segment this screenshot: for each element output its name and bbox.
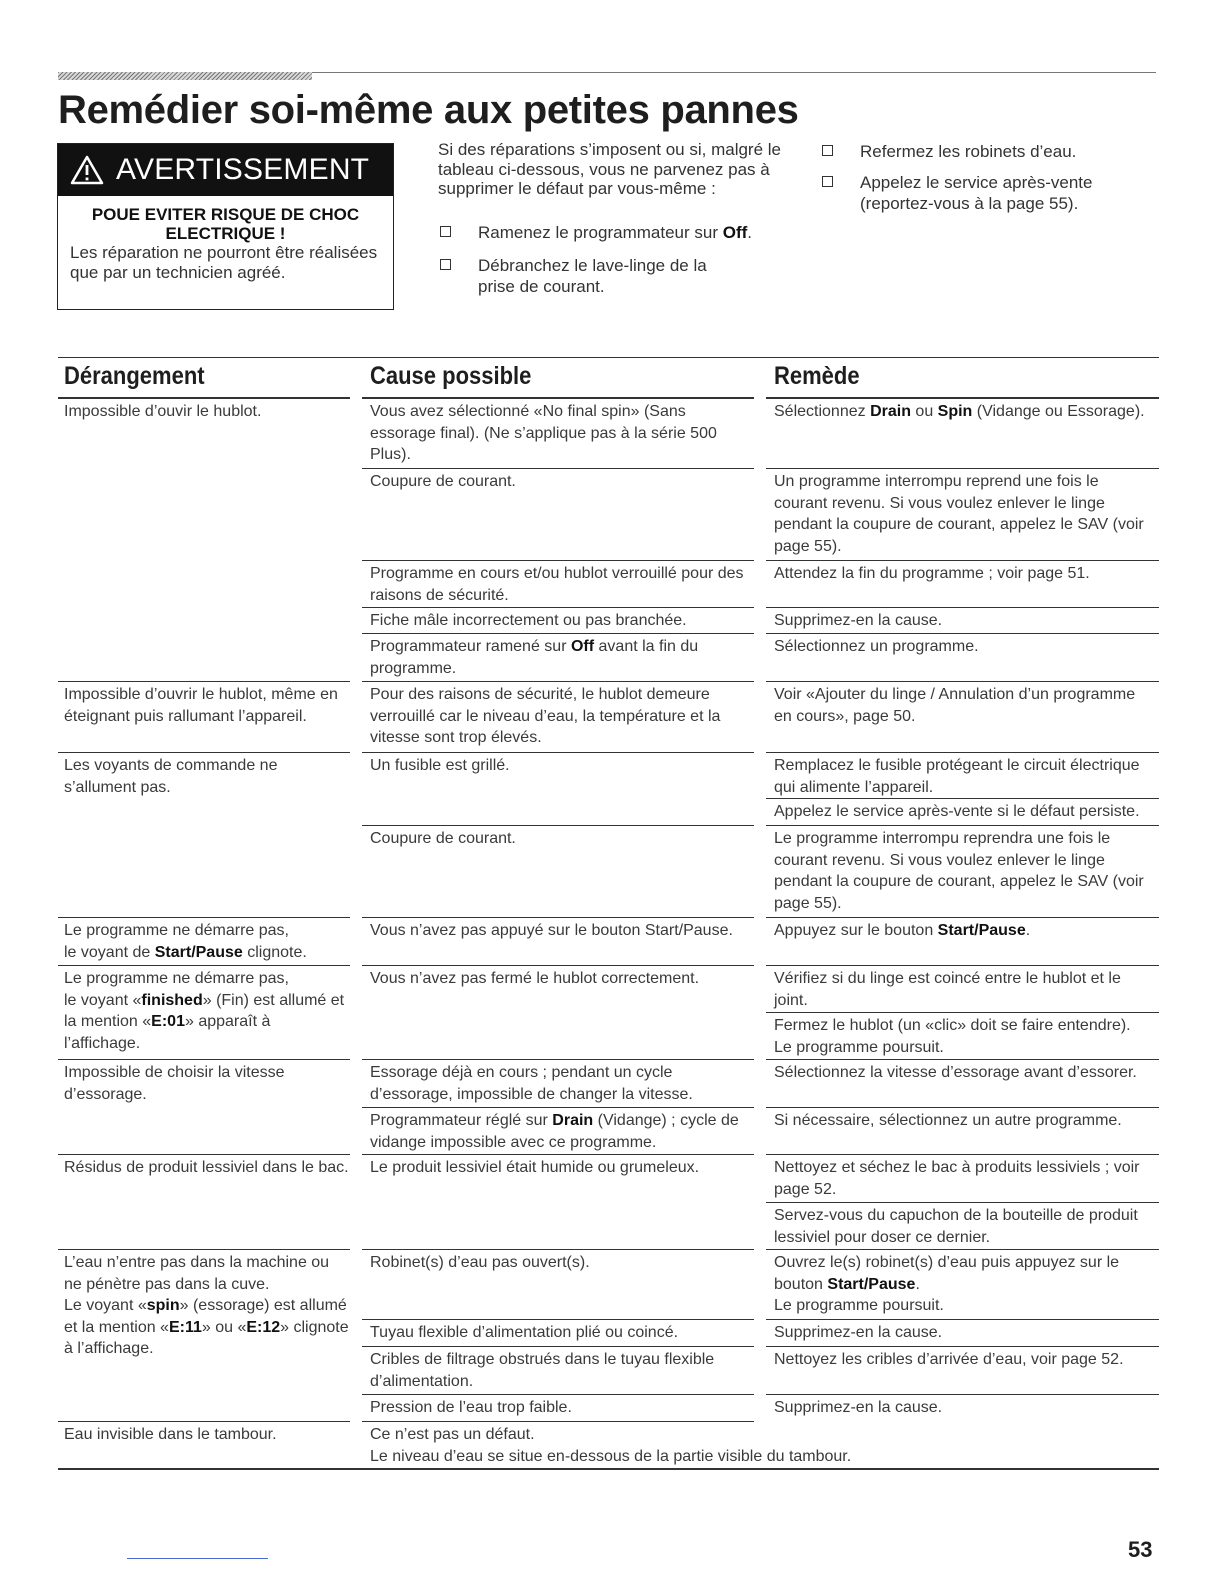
warning-heading-line2: ELECTRIQUE ! — [165, 224, 286, 243]
cause-cell: Vous n’avez pas appuyé sur le bouton Start/Pause. — [370, 922, 733, 939]
column-header-fault: Dérangement — [64, 362, 205, 390]
column-header-cause: Cause possible — [370, 362, 532, 390]
row-rule — [362, 1154, 754, 1155]
remedy-cell: Nettoyez les cribles d’arrivée d’eau, voir page 52. — [774, 1351, 1124, 1368]
row-rule — [362, 681, 754, 682]
remedy-cell: Ouvrez le(s) robinet(s) d’eau puis appuyez sur le bouton Start/Pause. Le programme poursuit. — [774, 1254, 1120, 1314]
cause-cell: Ce n’est pas un défaut. Le niveau d’eau se situe en-dessous de la partie visible du tambour. — [370, 1426, 852, 1465]
fault-cell: Eau invisible dans le tambour. — [64, 1426, 277, 1443]
cause-cell: Pression de l’eau trop faible. — [370, 1399, 572, 1416]
remedy-cell: Appuyez sur le bouton Start/Pause. — [774, 922, 1031, 939]
checkbox-icon — [822, 176, 833, 187]
steps-column-right — [820, 141, 1120, 224]
row-rule — [362, 825, 754, 826]
row-rule — [766, 1012, 1159, 1013]
cause-cell: Tuyau flexible d’alimentation plié ou coincé. — [370, 1324, 679, 1341]
step-bold: Off — [722, 223, 748, 242]
row-rule — [766, 1107, 1159, 1108]
cause-cell: Essorage déjà en cours ; pendant un cycle d’essorage, impossible de changer la vitesse. — [370, 1064, 693, 1103]
steps-column-left — [438, 222, 758, 307]
cause-cell: Vous n’avez pas fermé le hublot correctement. — [370, 970, 700, 987]
row-rule — [766, 1394, 1159, 1395]
remedy-cell: Si nécessaire, sélectionnez un autre programme. — [774, 1112, 1122, 1129]
row-rule — [58, 752, 350, 753]
table-top-rule — [58, 357, 1159, 358]
cause-cell: Robinet(s) d’eau pas ouvert(s). — [370, 1254, 590, 1271]
row-rule — [362, 1346, 754, 1347]
remedy-cell: Attendez la fin du programme ; voir page 51. — [774, 565, 1090, 582]
fault-cell: L’eau n’entre pas dans la machine ou ne pénètre pas dans la cuve. Le voyant «spin» (essorage) est allumé et la mention «E:11» ou «E:12» clignote à l’affichage. — [64, 1254, 349, 1357]
row-rule — [362, 633, 754, 634]
step-text: Ramenez le programmateur sur — [478, 223, 723, 242]
row-rule — [766, 752, 1159, 753]
fault-cell: Impossible d’ouvir le hublot. — [64, 403, 262, 420]
warning-heading — [58, 205, 393, 243]
cause-cell: Le produit lessiviel était humide ou grumeleux. — [370, 1159, 700, 1176]
remedy-cell: Voir «Ajouter du linge / Annulation d’un programme en cours», page 50. — [774, 686, 1136, 725]
scan-artifact-line — [127, 1558, 268, 1559]
cause-cell: Pour des raisons de sécurité, le hublot demeure verrouillé car le niveau d’eau, la température et la vitesse sont trop élevés. — [370, 686, 721, 746]
row-rule — [766, 681, 1159, 682]
row-rule — [766, 917, 1159, 918]
header-rule — [58, 397, 350, 399]
row-rule — [362, 607, 754, 608]
row-rule — [766, 1319, 1159, 1320]
checkbox-icon — [440, 259, 451, 270]
row-rule — [766, 1059, 1159, 1060]
row-rule — [766, 633, 1159, 634]
table-bottom-rule — [58, 1468, 1159, 1470]
page-number: 53 — [1128, 1537, 1153, 1562]
row-rule — [362, 1059, 754, 1060]
cause-cell: Fiche mâle incorrectement ou pas branchée. — [370, 612, 687, 629]
step-text: Refermez les robinets d’eau. — [860, 142, 1077, 161]
row-rule — [766, 560, 1159, 561]
fault-cell: Le programme ne démarre pas, le voyant de Start/Pause clignote. — [64, 922, 307, 961]
row-rule — [362, 1421, 754, 1422]
fault-cell: Impossible d’ouvrir le hublot, même en éteignant puis rallumant l’appareil. — [64, 686, 338, 725]
intro-text: Si des réparations s’imposent ou si, malgré le tableau ci-dessous, vous ne parvenez pas à supprimer le défaut par vous-même : — [438, 140, 781, 198]
row-rule — [362, 917, 754, 918]
header-rule — [766, 397, 1159, 399]
step-text-end: . — [747, 223, 752, 242]
step-text: Appelez le service après-vente (reportez-vous à la page 55). — [860, 173, 1093, 213]
row-rule — [766, 468, 1159, 469]
cause-cell: Programmateur ramené sur Off avant la fin du programme. — [370, 638, 699, 677]
fault-cell: Le programme ne démarre pas, le voyant «finished» (Fin) est allumé et la mention «E:01» apparaît à l’affichage. — [64, 970, 345, 1052]
checkbox-icon — [822, 145, 833, 156]
step-item — [438, 255, 748, 297]
remedy-cell: Sélectionnez Drain ou Spin (Vidange ou Essorage). — [774, 403, 1145, 420]
row-rule — [766, 1202, 1159, 1203]
step-text: Débranchez le lave-linge de la prise de courant. — [478, 256, 707, 296]
row-rule — [766, 1346, 1159, 1347]
step-item — [820, 172, 1120, 214]
warning-header — [58, 144, 393, 196]
step-item — [820, 141, 1120, 162]
row-rule — [766, 965, 1159, 966]
remedy-cell: Appelez le service après-vente si le défaut persiste. — [774, 803, 1140, 820]
row-rule — [766, 607, 1159, 608]
cause-cell: Un fusible est grillé. — [370, 757, 510, 774]
row-rule — [362, 1107, 754, 1108]
row-rule — [58, 1249, 350, 1250]
row-rule — [362, 560, 754, 561]
page-title: Remédier soi-même aux petites pannes — [58, 88, 799, 132]
remedy-cell: Supprimez-en la cause. — [774, 1324, 943, 1341]
remedy-cell: Fermez le hublot (un «clic» doit se faire entendre). Le programme poursuit. — [774, 1017, 1131, 1056]
remedy-cell: Servez-vous du capuchon de la bouteille de produit lessiviel pour doser ce dernier. — [774, 1207, 1138, 1246]
step-item — [438, 222, 758, 243]
fault-cell: Impossible de choisir la vitesse d’essorage. — [64, 1064, 285, 1103]
remedy-cell: Un programme interrompu reprend une fois le courant revenu. Si vous voulez enlever le linge pendant la coupure de courant, appelez le SAV (voir page 55). — [774, 473, 1144, 555]
header-hatch-bar — [58, 72, 312, 80]
row-rule — [362, 965, 754, 966]
row-rule — [58, 1059, 350, 1060]
row-rule — [362, 1394, 754, 1395]
cause-cell: Coupure de courant. — [370, 473, 516, 490]
cause-cell: Cribles de filtrage obstrués dans le tuyau flexible d’alimentation. — [370, 1351, 715, 1390]
remedy-cell: Sélectionnez un programme. — [774, 638, 979, 655]
header-rule — [362, 397, 754, 399]
checkbox-icon — [440, 226, 451, 237]
row-rule — [58, 1421, 350, 1422]
remedy-cell: Le programme interrompu reprendra une fois le courant revenu. Si vous voulez enlever le linge pendant la coupure de courant, appelez le SAV (voir page 55). — [774, 830, 1144, 912]
cause-cell: Coupure de courant. — [370, 830, 516, 847]
remedy-cell: Supprimez-en la cause. — [774, 612, 943, 629]
cause-cell: Vous avez sélectionné «No final spin» (Sans essorage final). (Ne s’applique pas à la série 500 Plus). — [370, 403, 717, 463]
row-rule — [362, 1249, 754, 1250]
row-rule — [766, 1249, 1159, 1250]
row-rule — [362, 468, 754, 469]
row-rule — [766, 798, 1159, 799]
cause-cell: Programmateur réglé sur Drain (Vidange) ; cycle de vidange impossible avec ce programme. — [370, 1112, 739, 1151]
warning-box — [57, 143, 394, 310]
warning-triangle-icon — [70, 155, 104, 185]
row-rule — [766, 825, 1159, 826]
row-rule — [58, 965, 350, 966]
cause-cell: Programme en cours et/ou hublot verrouillé pour des raisons de sécurité. — [370, 565, 744, 604]
row-rule — [766, 1154, 1159, 1155]
fault-cell: Résidus de produit lessiviel dans le bac. — [64, 1159, 349, 1176]
remedy-cell: Supprimez-en la cause. — [774, 1399, 943, 1416]
row-rule — [362, 752, 754, 753]
row-rule — [58, 917, 350, 918]
row-rule — [362, 1319, 754, 1320]
row-rule — [58, 681, 350, 682]
remedy-cell: Vérifiez si du linge est coincé entre le hublot et le joint. — [774, 970, 1121, 1009]
remedy-cell: Sélectionnez la vitesse d’essorage avant d’essorer. — [774, 1064, 1137, 1081]
warning-body: Les réparation ne pourront être réalisées que par un technicien agréé. — [70, 243, 378, 282]
remedy-cell: Remplacez le fusible protégeant le circuit électrique qui alimente l’appareil. — [774, 757, 1140, 796]
column-header-remedy: Remède — [774, 362, 860, 390]
warning-label: AVERTISSEMENT — [116, 153, 370, 186]
remedy-cell: Nettoyez et séchez le bac à produits lessiviels ; voir page 52. — [774, 1159, 1140, 1198]
fault-cell: Les voyants de commande ne s’allument pas. — [64, 757, 278, 796]
row-rule — [58, 1154, 350, 1155]
warning-heading-line1: POUE EVITER RISQUE DE CHOC — [91, 205, 360, 224]
